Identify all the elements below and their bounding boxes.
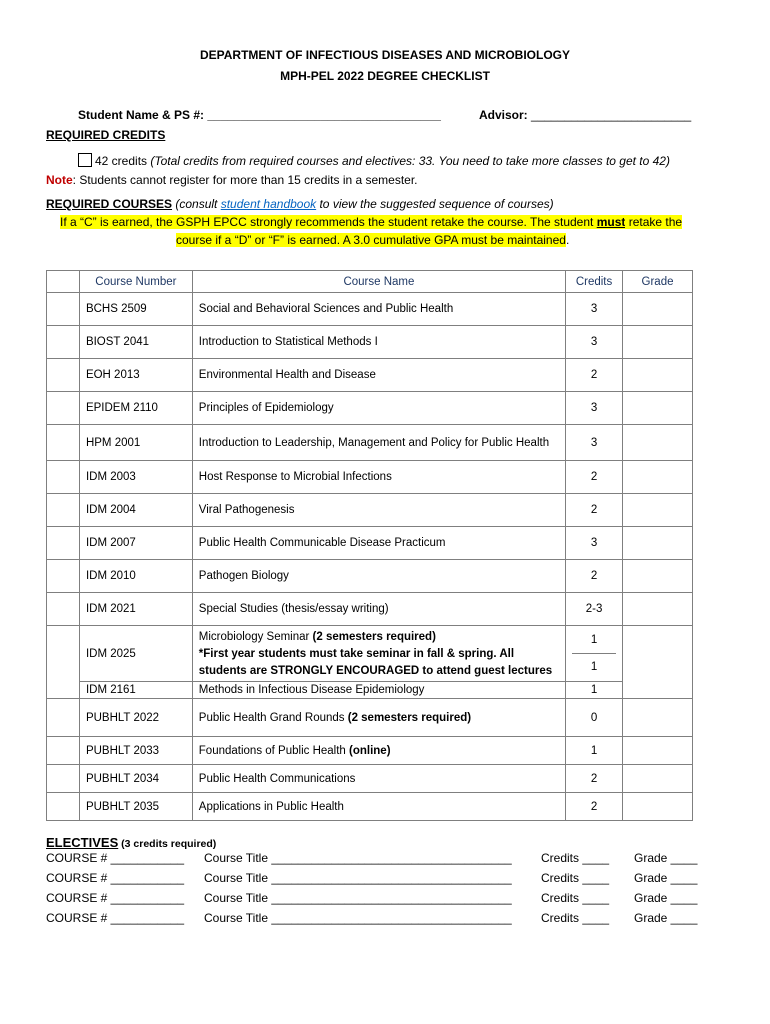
course-name	[192, 737, 565, 765]
check-cell[interactable]	[47, 560, 80, 593]
table-row	[47, 494, 693, 527]
course-name-text: Public Health Grand Rounds	[198, 711, 348, 724]
grade-cell[interactable]	[623, 593, 693, 626]
seminar-credits	[566, 626, 623, 682]
course-name-note: (online)	[349, 744, 391, 757]
table-row	[47, 560, 693, 593]
table-row	[47, 293, 693, 326]
elective-title-field[interactable]: Course Title ____________________________________	[204, 891, 512, 905]
required-courses-table	[46, 270, 693, 821]
course-credits: 2	[566, 359, 623, 392]
advisor-line: ________________________	[527, 108, 692, 122]
course-name-text: Applications in Public Health	[198, 800, 344, 813]
check-cell[interactable]	[47, 793, 80, 821]
course-credits: 3	[566, 326, 623, 359]
course-name-text: Public Health Communications	[198, 772, 356, 785]
table-row	[47, 392, 693, 425]
elective-course-field[interactable]: COURSE # ___________	[46, 891, 185, 905]
course-number: IDM 2021	[79, 593, 192, 626]
course-credits: 3	[566, 293, 623, 326]
seminar-credits-1: 1	[590, 634, 598, 646]
course-number: BIOST 2041	[79, 326, 192, 359]
credits-checkbox[interactable]	[78, 153, 92, 167]
elective-course-field[interactable]: COURSE # ___________	[46, 851, 185, 865]
elective-grade-field[interactable]: Grade ____	[634, 871, 698, 885]
required-courses-heading: REQUIRED COURSES	[46, 197, 173, 211]
course-credits: 1	[566, 682, 623, 699]
elective-title-field[interactable]: Course Title ____________________________________	[204, 911, 512, 925]
warning-post: retake the	[625, 215, 683, 229]
course-name	[192, 765, 565, 793]
table-row	[47, 326, 693, 359]
grade-cell[interactable]	[623, 737, 693, 765]
table-row	[47, 765, 693, 793]
course-number: PUBHLT 2022	[79, 699, 192, 737]
course-credits: 2-3	[566, 593, 623, 626]
seminar-credits-2: 1	[572, 653, 616, 680]
warning-end: .	[565, 233, 570, 247]
course-number: PUBHLT 2034	[79, 765, 192, 793]
course-number: IDM 2007	[79, 527, 192, 560]
course-name: Pathogen Biology	[192, 560, 565, 593]
course-number: BCHS 2509	[79, 293, 192, 326]
student-handbook-link[interactable]: student handbook	[220, 197, 317, 211]
course-number: PUBHLT 2035	[79, 793, 192, 821]
check-cell[interactable]	[47, 392, 80, 425]
check-cell[interactable]	[47, 527, 80, 560]
table-row	[47, 359, 693, 392]
elective-title-field[interactable]: Course Title ____________________________________	[204, 871, 512, 885]
course-number: PUBHLT 2033	[79, 737, 192, 765]
course-credits: 2	[566, 494, 623, 527]
check-cell[interactable]	[47, 765, 80, 793]
warning-line2: course if a “D” or “F” is earned. A 3.0 cumulative GPA must be maintained	[176, 233, 566, 247]
department-title: DEPARTMENT OF INFECTIOUS DISEASES AND MICROBIOLOGY	[199, 48, 570, 62]
retake-warning-line2	[176, 233, 569, 247]
grade-cell[interactable]	[623, 560, 693, 593]
course-credits: 2	[566, 793, 623, 821]
check-cell[interactable]	[47, 293, 80, 326]
table-row	[47, 793, 693, 821]
course-name: Introduction to Statistical Methods I	[192, 326, 565, 359]
grade-cell[interactable]	[623, 626, 693, 682]
table-row-methods	[47, 682, 693, 699]
course-credits: 1	[566, 737, 623, 765]
advisor-label: Advisor:	[479, 108, 528, 122]
course-number: HPM 2001	[79, 425, 192, 461]
note-line	[46, 173, 418, 187]
grade-cell[interactable]	[623, 293, 693, 326]
grade-cell[interactable]	[623, 359, 693, 392]
course-credits: 2	[566, 560, 623, 593]
advisor-field[interactable]	[479, 108, 691, 122]
course-credits: 2	[566, 765, 623, 793]
electives-heading: ELECTIVES	[46, 835, 119, 850]
course-number: IDM 2004	[79, 494, 192, 527]
course-number: IDM 2010	[79, 560, 192, 593]
elective-credits-field[interactable]: Credits ____	[541, 891, 610, 905]
check-cell[interactable]	[47, 699, 80, 737]
table-row	[47, 527, 693, 560]
elective-course-field[interactable]: COURSE # ___________	[46, 871, 185, 885]
credits-line	[78, 153, 670, 168]
check-cell[interactable]	[47, 326, 80, 359]
electives-requirement: (3 credits required)	[118, 838, 217, 850]
grade-cell[interactable]	[623, 793, 693, 821]
check-cell[interactable]	[47, 359, 80, 392]
elective-grade-field[interactable]: Grade ____	[634, 851, 698, 865]
table-header-row	[47, 271, 693, 293]
course-name: Introduction to Leadership, Management and Policy for Public Health	[192, 425, 565, 461]
course-credits: 2	[566, 461, 623, 494]
table-row	[47, 593, 693, 626]
seminar-note-line2: *First year students must take seminar in fall & spring. All	[198, 648, 515, 660]
course-name-text: Foundations of Public Health	[198, 744, 350, 757]
course-name-note: (2 semesters required)	[347, 711, 472, 724]
warning-pre: If a “C” is earned, the GSPH EPCC strongly recommends the student retake the course. The student	[60, 215, 597, 229]
consult-post: to view the suggested sequence of courses)	[316, 197, 554, 211]
course-credits: 3	[566, 527, 623, 560]
note-text: : Students cannot register for more than 15 credits in a semester.	[72, 173, 418, 187]
seminar-requirement: (2 semesters required)	[312, 631, 436, 643]
required-courses-line	[46, 197, 554, 211]
course-name: Special Studies (thesis/essay writing)	[192, 593, 565, 626]
check-cell[interactable]	[47, 682, 80, 699]
course-number: EOH 2013	[79, 359, 192, 392]
course-name-seminar	[192, 626, 565, 682]
course-name	[192, 699, 565, 737]
elective-credits-field[interactable]: Credits ____	[541, 911, 610, 925]
electives-heading-line	[46, 834, 216, 852]
seminar-note-line3: students are STRONGLY ENCOURAGED to attend guest lectures	[198, 665, 553, 677]
grade-cell[interactable]	[623, 392, 693, 425]
table-row	[47, 461, 693, 494]
course-number: IDM 2161	[79, 682, 192, 699]
retake-warning-line1	[60, 215, 682, 229]
course-name: Public Health Communicable Disease Practicum	[192, 527, 565, 560]
table-row	[47, 699, 693, 737]
checklist-title: MPH-PEL 2022 DEGREE CHECKLIST	[280, 69, 490, 83]
course-name: Viral Pathogenesis	[192, 494, 565, 527]
grade-cell[interactable]	[623, 494, 693, 527]
seminar-name: Microbiology Seminar	[198, 631, 313, 643]
header-blank	[47, 271, 80, 293]
course-credits: 3	[566, 392, 623, 425]
header-course-number: Course Number	[79, 271, 192, 293]
course-number: IDM 2025	[79, 626, 192, 682]
student-name-field[interactable]: Student Name & PS #: ___________________________________	[78, 108, 441, 122]
course-credits: 3	[566, 425, 623, 461]
grade-cell[interactable]	[623, 682, 693, 699]
grade-cell[interactable]	[623, 765, 693, 793]
table-row-seminar	[47, 626, 693, 682]
course-name: Methods in Infectious Disease Epidemiology	[192, 682, 565, 699]
check-cell[interactable]	[47, 626, 80, 682]
credits-note: (Total credits from required courses and electives: 33. You need to take more classes to get to 42)	[147, 154, 670, 168]
check-cell[interactable]	[47, 737, 80, 765]
elective-grade-field[interactable]: Grade ____	[634, 911, 698, 925]
warning-must: must	[596, 215, 626, 229]
check-cell[interactable]	[47, 494, 80, 527]
course-name: Principles of Epidemiology	[192, 392, 565, 425]
check-cell[interactable]	[47, 461, 80, 494]
elective-grade-field[interactable]: Grade ____	[634, 891, 698, 905]
table-row	[47, 425, 693, 461]
elective-course-field[interactable]: COURSE # ___________	[46, 911, 185, 925]
grade-cell[interactable]	[623, 425, 693, 461]
course-number: IDM 2003	[79, 461, 192, 494]
elective-credits-field[interactable]: Credits ____	[541, 851, 610, 865]
table-row	[47, 737, 693, 765]
course-name	[192, 793, 565, 821]
grade-cell[interactable]	[623, 699, 693, 737]
grade-cell[interactable]	[623, 527, 693, 560]
course-credits: 0	[566, 699, 623, 737]
elective-title-field[interactable]: Course Title ____________________________________	[204, 851, 512, 865]
grade-cell[interactable]	[623, 461, 693, 494]
required-credits-heading: REQUIRED CREDITS	[46, 128, 166, 142]
note-label: Note	[46, 173, 73, 187]
check-cell[interactable]	[47, 425, 80, 461]
consult-pre: (consult	[172, 197, 221, 211]
elective-credits-field[interactable]: Credits ____	[541, 871, 610, 885]
header-grade: Grade	[623, 271, 693, 293]
course-name: Social and Behavioral Sciences and Public Health	[192, 293, 565, 326]
check-cell[interactable]	[47, 593, 80, 626]
course-number: EPIDEM 2110	[79, 392, 192, 425]
header-course-name: Course Name	[192, 271, 565, 293]
course-name: Environmental Health and Disease	[192, 359, 565, 392]
credits-text: 42 credits	[95, 154, 148, 168]
course-name: Host Response to Microbial Infections	[192, 461, 565, 494]
header-credits: Credits	[566, 271, 623, 293]
grade-cell[interactable]	[623, 326, 693, 359]
